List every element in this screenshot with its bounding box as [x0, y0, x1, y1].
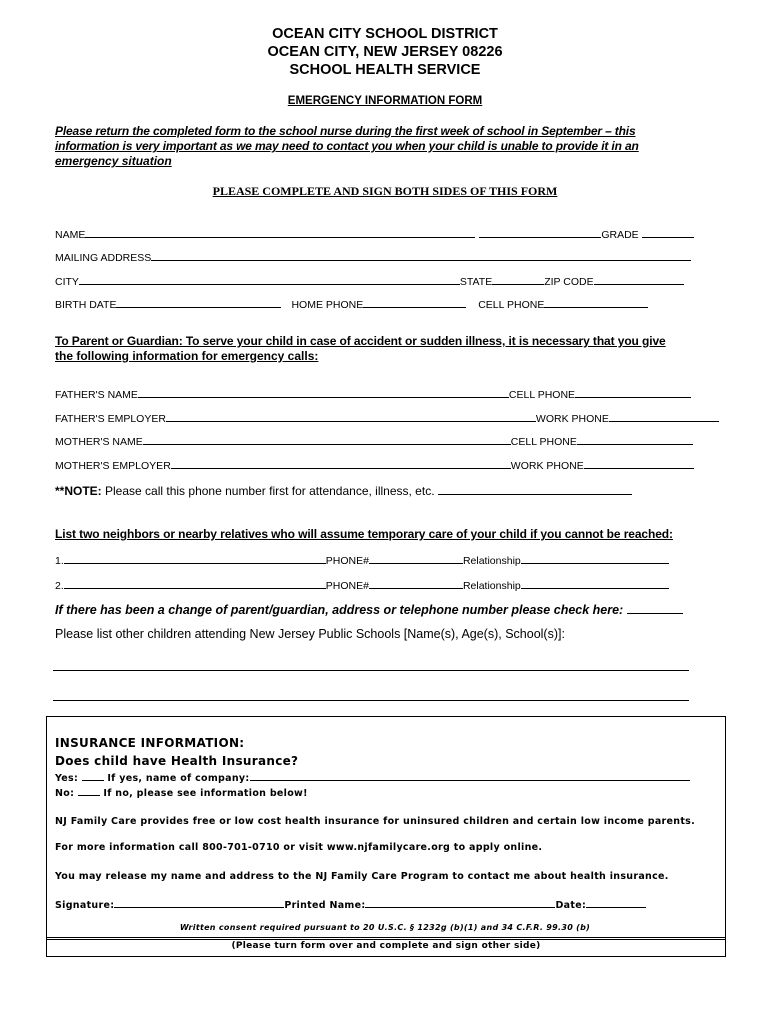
guardian-heading-1: To Parent or Guardian: To serve your child in case of accident or sudden illness, it is necessary that you give: [55, 334, 666, 348]
consent-text: Written consent required pursuant to 20 U.S.C. § 1232g (b)(1) and 34 C.F.R. 99.30 (b): [179, 923, 591, 932]
other-children-line-1[interactable]: [53, 670, 689, 671]
neighbor-2-relationship-field[interactable]: [521, 577, 669, 589]
district-location: OCEAN CITY, NEW JERSEY 08226: [267, 44, 503, 60]
father-work-label: WORK PHONE: [535, 413, 609, 425]
name-label: NAME: [55, 229, 86, 241]
instruction-line-1: Please return the completed form to the school nurse during the first week of school in September – this: [55, 124, 636, 138]
fathers-employer-label: FATHER'S EMPLOYER: [55, 413, 166, 425]
name-field[interactable]: [85, 226, 475, 238]
neighbor-1-relationship-field[interactable]: [521, 552, 669, 564]
state-field[interactable]: [492, 273, 544, 285]
other-children-line-2[interactable]: [53, 700, 689, 701]
father-cell-field[interactable]: [575, 386, 691, 398]
fathers-name-row: [55, 386, 691, 401]
fathers-employer-row: [55, 410, 719, 425]
fathers-employer-field[interactable]: [166, 410, 536, 422]
insurance-yes-row: [55, 771, 690, 784]
guardian-heading-2: the following information for emergency calls:: [55, 349, 319, 363]
zip-label: ZIP CODE: [544, 276, 594, 288]
neighbor-1-phone-label: PHONE#: [325, 555, 369, 567]
insurance-company-field[interactable]: [250, 771, 690, 781]
neighbor-2-relationship-label: Relationship: [462, 580, 521, 592]
zip-field[interactable]: [594, 273, 684, 285]
more-info-text: For more information call 800-701-0710 or visit www.njfamilycare.org to apply online.: [55, 842, 543, 853]
note-row: [55, 482, 632, 498]
city-row: [55, 273, 684, 288]
release-text: You may release my name and address to the NJ Family Care Program to contact me about health insurance.: [55, 871, 669, 882]
birth-date-field[interactable]: [116, 296, 281, 308]
yes-text: If yes, name of company:: [107, 773, 250, 784]
neighbor-row-2: [55, 577, 669, 592]
name-row: [55, 226, 694, 241]
home-phone-label: HOME PHONE: [291, 299, 364, 311]
mothers-name-label: MOTHER'S NAME: [55, 436, 143, 448]
instruction-line-2: information is very important as we may need to contact you when your child is unable to provide it in an: [55, 139, 639, 153]
father-work-field[interactable]: [609, 410, 719, 422]
neighbor-row-1: [55, 552, 669, 567]
note-label: **NOTE:: [55, 484, 102, 498]
father-cell-label: CELL PHONE: [508, 389, 576, 401]
no-checkbox[interactable]: [78, 786, 100, 796]
yes-label: Yes:: [55, 773, 79, 784]
mother-work-label: WORK PHONE: [510, 460, 584, 472]
fathers-name-label: FATHER'S NAME: [55, 389, 138, 401]
no-text: If no, please see information below!: [103, 788, 308, 799]
mailing-address-field[interactable]: [151, 249, 691, 261]
neighbor-1-name-field[interactable]: [64, 552, 326, 564]
change-check-text: If there has been a change of parent/guardian, address or telephone number please check here:: [55, 603, 624, 617]
birth-row: [55, 296, 648, 311]
turn-over-text: (Please turn form over and complete and sign other side): [231, 941, 541, 951]
printed-name-label: Printed Name:: [284, 900, 366, 911]
neighbor-1-phone-field[interactable]: [369, 552, 463, 564]
neighbor-2-phone-label: PHONE#: [325, 580, 369, 592]
grade-field[interactable]: [642, 226, 694, 238]
city-label: CITY: [55, 276, 79, 288]
insurance-no-row: [55, 786, 308, 799]
service-name: SCHOOL HEALTH SERVICE: [289, 62, 481, 78]
form-title: EMERGENCY INFORMATION FORM: [287, 95, 483, 107]
signature-label: Signature:: [55, 900, 115, 911]
mothers-name-row: [55, 433, 693, 448]
mailing-address-label: MAILING ADDRESS: [55, 252, 152, 264]
cell-phone-field[interactable]: [544, 296, 648, 308]
instruction-line-3: emergency situation: [55, 154, 172, 168]
insurance-title: INSURANCE INFORMATION:: [55, 736, 245, 750]
mother-work-field[interactable]: [584, 457, 694, 469]
printed-name-field[interactable]: [365, 898, 555, 908]
neighbor-1-relationship-label: Relationship: [462, 555, 521, 567]
date-label: Date:: [555, 900, 587, 911]
signature-row: [55, 898, 646, 911]
neighbor-2-phone-field[interactable]: [369, 577, 463, 589]
njfc-text: NJ Family Care provides free or low cost health insurance for uninsured children and certain low income parents.: [55, 816, 696, 827]
neighbors-heading: List two neighbors or nearby relatives who will assume temporary care of your child if you cannot be reached:: [55, 527, 673, 541]
no-label: No:: [55, 788, 75, 799]
mother-cell-label: CELL PHONE: [510, 436, 577, 448]
mothers-employer-field[interactable]: [171, 457, 511, 469]
note-phone-field[interactable]: [438, 482, 632, 495]
grade-label: GRADE: [601, 229, 639, 241]
signature-field[interactable]: [114, 898, 284, 908]
both-sides-notice: PLEASE COMPLETE AND SIGN BOTH SIDES OF THIS FORM: [212, 184, 558, 198]
date-field[interactable]: [586, 898, 646, 908]
neighbor-2-name-field[interactable]: [64, 577, 326, 589]
home-phone-field[interactable]: [363, 296, 466, 308]
yes-checkbox[interactable]: [82, 771, 104, 781]
neighbor-number-1: 1.: [55, 555, 64, 567]
fathers-name-field[interactable]: [138, 386, 509, 398]
birth-date-label: BIRTH DATE: [55, 299, 117, 311]
change-check-row: [55, 601, 683, 617]
state-label: STATE: [459, 276, 493, 288]
mother-cell-field[interactable]: [577, 433, 693, 445]
note-text: Please call this phone number first for attendance, illness, etc.: [105, 484, 435, 498]
city-field[interactable]: [79, 273, 460, 285]
change-check-field[interactable]: [627, 601, 683, 614]
cell-phone-label: CELL PHONE: [478, 299, 545, 311]
insurance-question: Does child have Health Insurance?: [55, 754, 299, 768]
district-name: OCEAN CITY SCHOOL DISTRICT: [272, 26, 498, 42]
name-field-extra[interactable]: [479, 226, 601, 238]
mothers-employer-row: [55, 457, 694, 472]
address-row: [55, 249, 691, 264]
mothers-employer-label: MOTHER'S EMPLOYER: [55, 460, 171, 472]
other-children-text: Please list other children attending New Jersey Public Schools [Name(s), Age(s), School(s)]:: [55, 627, 565, 641]
neighbor-number-2: 2.: [55, 580, 64, 592]
mothers-name-field[interactable]: [143, 433, 511, 445]
